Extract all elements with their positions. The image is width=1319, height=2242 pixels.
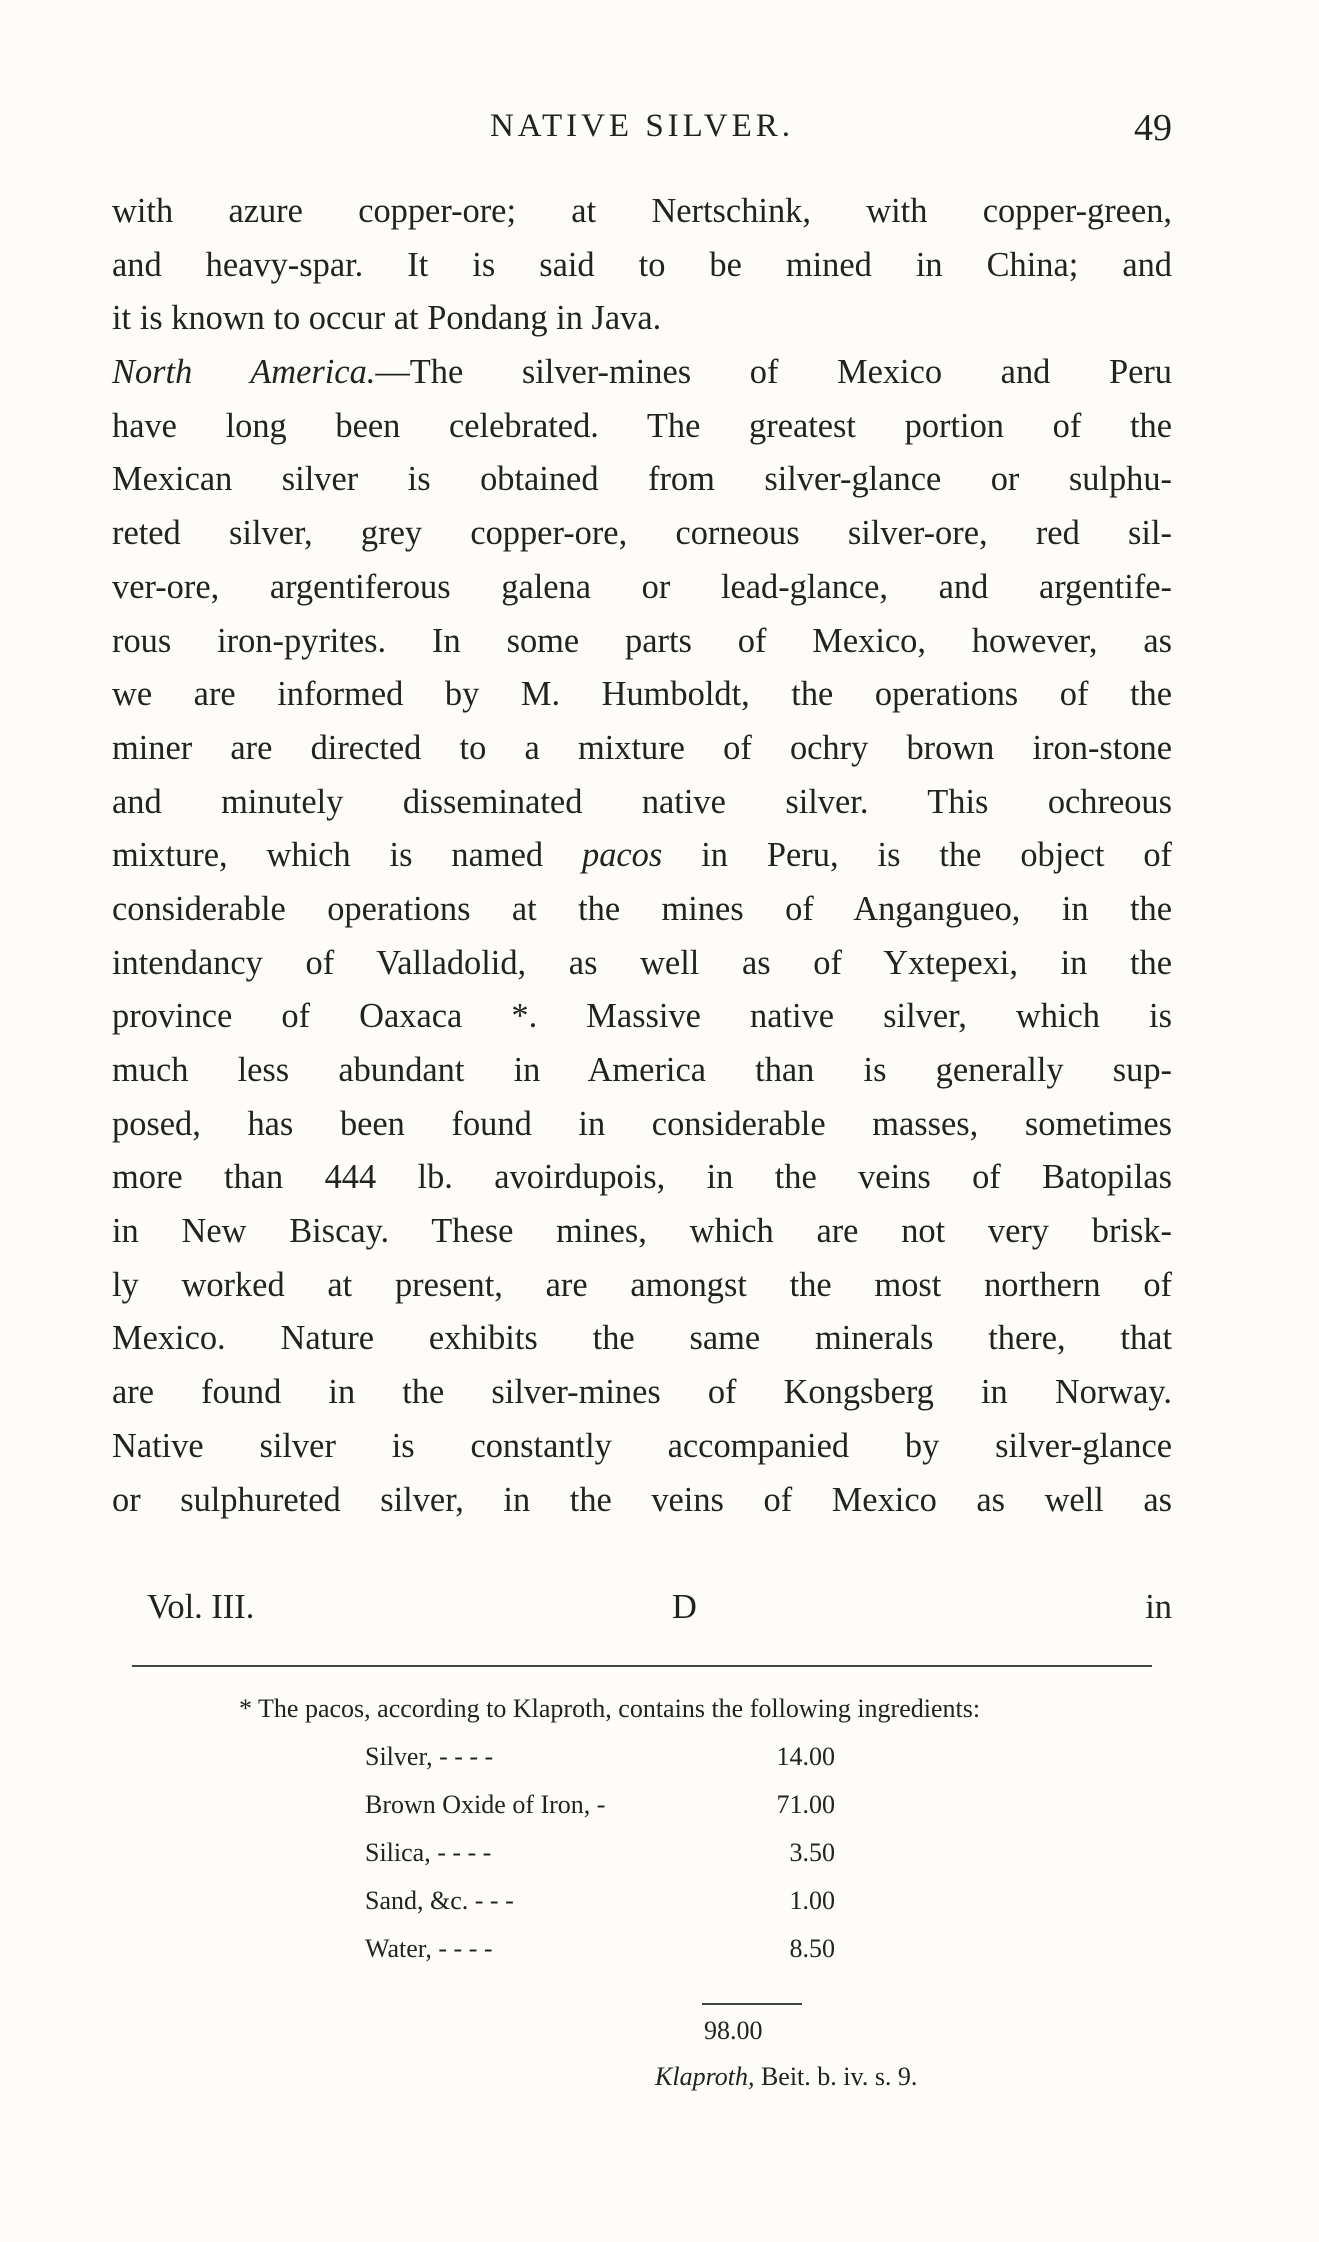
text-line: it is known to occur at Pondang in Java. [112,299,662,338]
total-divider [702,2003,802,2005]
text-line: Native silver is constantly accompanied by silver-glance [112,1426,1172,1465]
ingredient-value: 8.50 [789,1934,835,1963]
text-line: have long been celebrated. The greatest portion of the [112,406,1172,445]
text-line: in New Biscay. These mines, which are not very brisk- [112,1212,1172,1251]
text-line: or sulphureted silver, in the veins of Mexico as well as [112,1480,1172,1519]
ingredient-label: Silver, - - - - [365,1742,494,1771]
running-title: NATIVE SILVER. [489,108,795,144]
text-line-italic-word: mixture, which is named pacos in Peru, is the object of [112,836,1172,875]
volume-mark: Vol. III. [147,1588,255,1626]
signature-line [112,1588,1172,1638]
ingredient-value: 3.50 [789,1838,835,1867]
text-line: much less abundant in America than is generally sup- [112,1051,1172,1089]
text-line: posed, has been found in considerable masses, sometimes [112,1104,1172,1143]
text-line: and heavy-spar. It is said to be mined in China; and [112,245,1172,284]
footnote-divider [132,1665,1152,1667]
text-line: Mexican silver is obtained from silver-glance or sulphu- [112,460,1172,499]
ingredients-total: 98.00 [704,2016,763,2045]
text-line: province of Oaxaca *. Massive native silver, which is [112,997,1172,1036]
table-row [365,1886,1065,1934]
ingredient-label: Water, - - - - [365,1934,493,1963]
catchword: in [1145,1588,1172,1626]
text-line: we are informed by M. Humboldt, the operations of the [112,675,1172,714]
ingredient-label: Silica, - - - - [365,1838,492,1867]
ingredient-value: 71.00 [776,1790,835,1819]
italic-text: North America. [112,353,376,392]
ingredients-table [365,1742,1065,1982]
page-number: 49 [1134,107,1172,149]
ingredient-value: 14.00 [776,1742,835,1771]
citation-author: Klaproth, [655,2062,755,2091]
body-text [112,185,1172,1527]
ingredient-label: Brown Oxide of Iron, - [365,1790,606,1819]
text-line: Mexico. Nature exhibits the same minerals there, that [112,1319,1172,1358]
ingredient-value: 1.00 [789,1886,835,1915]
citation-source: Beit. b. iv. s. 9. [760,2062,918,2091]
signature-letter: D [672,1588,697,1626]
text-line: intendancy of Valladolid, as well as of Yxtepexi, in the [112,943,1172,982]
text-line: are found in the silver-mines of Kongsberg in Norway. [112,1373,1172,1412]
text-line: ver-ore, argentiferous galena or lead-glance, and argentife- [112,567,1172,606]
table-row [365,1742,1065,1790]
ingredient-label: Sand, &c. - - - [365,1886,514,1915]
text-line: with azure copper-ore; at Nertschink, with copper-green, [112,192,1172,230]
text-line: reted silver, grey copper-ore, corneous silver-ore, red sil- [112,514,1172,553]
footnote-citation [655,2062,917,2092]
table-row [365,1838,1065,1886]
table-row [365,1934,1065,1982]
table-row [365,1790,1065,1838]
text-line: ly worked at present, are amongst the most northern of [112,1265,1172,1304]
page-header [112,108,1172,158]
text-line: considerable operations at the mines of Angangueo, in the [112,889,1172,928]
text-line-italic-heading: North America.—The silver-mines of Mexico and Peru [112,353,1172,392]
text-line: and minutely disseminated native silver. This ochreous [112,782,1172,821]
italic-text: pacos [582,836,663,875]
text-line: miner are directed to a mixture of ochry brown iron-stone [112,728,1172,767]
text-line: rous iron-pyrites. In some parts of Mexico, however, as [112,621,1172,660]
text-line: more than 444 lb. avoirdupois, in the veins of Batopilas [112,1158,1172,1197]
footnote-intro: * The pacos, according to Klaproth, contains the following ingredients: [239,1694,981,1723]
